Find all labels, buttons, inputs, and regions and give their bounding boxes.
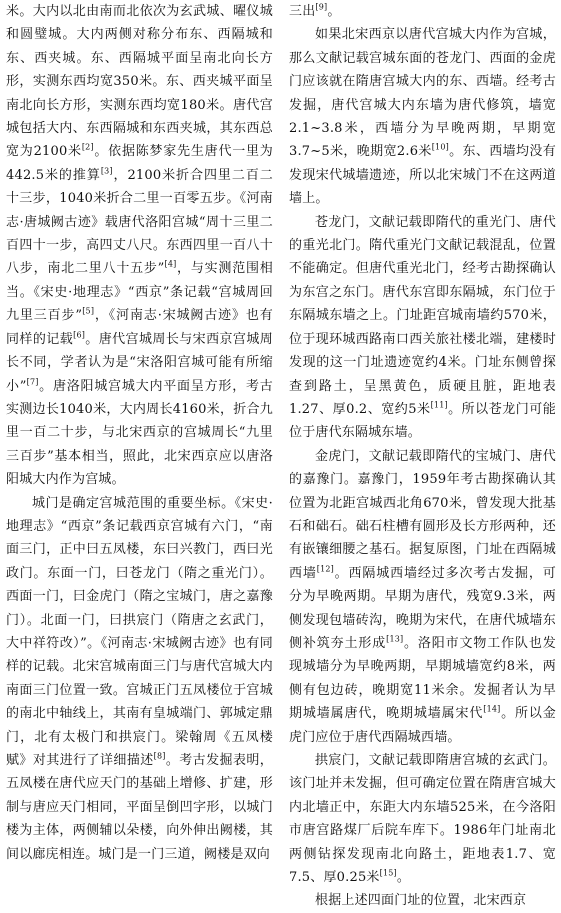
text-run: 。所以金虎门应位于唐代西隔城西墙。 xyxy=(289,706,556,745)
citation-ref: [5] xyxy=(82,306,95,316)
text-run: 。唐洛阳城宫城大内平面呈方形，考古实测边长1040米，大内周长4160米，折合九里一百二十步，与北宋西京的宫城周长“九里三百步”基本相当，照此，北宋西京应以唐洛阳城大内作为宫城。 xyxy=(6,378,273,488)
text-run: 。洛阳市文物工作队也发现城墙分为早晚两期，早期城墙宽约8米，两侧有包边砖，晚期宽11米余。发掘者认为早期城墙属唐代，晚期城墙属宋代 xyxy=(289,635,557,722)
paragraph xyxy=(6,0,273,492)
text-run: 。东、西墙均没有发现宋代城墙遗迹，所以北宋城门不在这两道墙上。 xyxy=(289,144,556,207)
text-run: 。 xyxy=(327,4,341,19)
text-run: ，与实测范围相当。《宋史·地理志》“西京”条记载“宫城周回九里三百步” xyxy=(6,261,273,324)
citation-ref: [2] xyxy=(81,143,94,153)
text-run: 城门是确定宫城范围的重要坐标。《宋史·地理志》“西京”条记载西京宫城有六门，“南面三门，正中曰五凤楼，东曰兴教门，西曰光政门。东面一门，曰苍龙门（隋之重光门）。西面一门，曰金虎门（隋之宝城门，唐之嘉豫门）。北面一门，曰拱宸门（隋唐之玄武门，大中祥符改）”。《河南志·宋城阙古迹》也有同样的记载。北宋宫城南面三门与唐代宫城大内南面三门位置一致。宫城正门五凤楼位于宫城的南北中轴线上，其南有皇城端门、郭城定鼎门，北有太极门和拱宸门。梁翰周《五凤楼赋》对其进行了详细描述 xyxy=(6,495,273,768)
paragraph xyxy=(6,492,273,867)
citation-ref: [14] xyxy=(483,704,501,714)
paragraph xyxy=(289,211,556,445)
paragraph xyxy=(289,23,556,210)
citation-ref: [13] xyxy=(386,634,404,644)
citation-ref: [10] xyxy=(431,143,449,153)
citation-ref: [3] xyxy=(100,166,113,176)
text-run: 。依据陈梦家先生唐代一里为442.5米的推算 xyxy=(6,144,274,183)
citation-ref: [15] xyxy=(379,868,397,878)
text-run: ，2100米折合四里二百二十三步，1040米折合二里一百零五步。《河南志·唐城阙古迹》载唐代洛阳宫城“周十三里二百四十一步，高四丈八尺。东西四里一百八十八步，南北二里八十五步” xyxy=(6,167,273,277)
citation-ref: [11] xyxy=(430,400,448,410)
citation-ref: [12] xyxy=(316,564,334,574)
text-run: 。所以苍龙门可能位于唐代东隔城东墙。 xyxy=(289,401,556,441)
text-run: ，《河南志·宋城阙古迹》也有同样的记载 xyxy=(6,308,273,347)
text-run: 。西隔城西墙经过多次考古发掘，可分为早晚两期。早期为唐代，残宽9.3米，两侧发现包墙砖沟，晚期为宋代，在唐代城墙东侧补筑夯土形成 xyxy=(289,565,557,651)
text-run: 如果北宋西京以唐代宫城大内作为宫城，那么文献记载宫城东面的苍龙门、西面的金虎门应该就在隋唐宫城大内的东、西墙。经考古发掘，唐代宫城大内东墙为唐代修筑，墙宽2.1~3.8米，西墙分为早晚两期，早期宽3.7~5米，晚期宽2.6米 xyxy=(289,27,556,160)
text-run: 米。大内以北由南而北依次为玄武城、曜仪城和圆璧城。大内两侧对称分布东、西隔城和东、西夹城。东、西隔城平面呈南北向长方形，实测东西均宽350米。东、西夹城平面呈南北向长方形，实测东西均宽180米。唐代宫城包括大内、东西隔城和东西夹城，其东西总宽为2100米 xyxy=(6,4,273,160)
paragraph xyxy=(289,749,556,889)
citation-ref: [9] xyxy=(315,2,328,12)
text-run: 金虎门，文献记载即隋代的宝城门、唐代的嘉豫门。嘉豫门，1959年考古勘探确认其位置为北距宫城西北角670米，曾发现大批基石和础石。础石柱槽有圆形及长方形两种，还有嵌镶细腰之基石。据复原图，门址在西隔城西墙 xyxy=(289,448,556,581)
text-run: 三出 xyxy=(289,4,316,19)
text-run: 。唐代宫城周长与宋西京宫城周长不同，学者认为是“宋洛阳宫城可能有所缩小” xyxy=(6,331,273,394)
paragraph xyxy=(289,0,556,23)
left-column xyxy=(6,0,273,866)
paragraph xyxy=(289,889,556,912)
citation-ref: [7] xyxy=(26,377,39,387)
text-run: 根据上述四面门址的位置，北宋西京 xyxy=(315,893,527,909)
citation-ref: [8] xyxy=(153,751,166,761)
right-column xyxy=(289,0,556,913)
text-run: 苍龙门，文献记载即隋代的重光门、唐代的重光北门。隋代重光门文献记载混乱，位置不能确定。但唐代重光北门，经考古勘探确认为东宫之东门。唐代东宫即东隔城，东门位于东隔城东墙之上。门址距宫城南墙约570米，位于现环城西路南口西关旅社楼北端，建楼时发现的这一门址遗迹宽约4米。门址东侧曾探查到路土，呈黑黄色，质硬且脏，距地表1.27、厚0.2、宽约5米 xyxy=(289,214,556,417)
citation-ref: [6] xyxy=(73,330,86,340)
paragraph xyxy=(289,445,556,749)
text-run: 。考古发掘表明，五凤楼在唐代应天门的基础上增修、扩建，形制与唐应天门相同，平面呈倒凹字形，以城门楼为主体，两侧辅以朵楼，向外伸出阙楼，其间以廊庑相连。城门是一门三道，阙楼是双向 xyxy=(6,753,273,862)
text-run: 拱宸门，文献记载即隋唐宫城的玄武门。该门址并未发掘，但可确定位置在隋唐宫城大内北墙正中，东距大内东墙525米，在今洛阳市唐宫路煤厂后院车库下。1986年门址南北两侧钻探发现南北向路土，距地表1.7、宽7.5、厚0.25米 xyxy=(289,753,556,886)
text-run: 。 xyxy=(396,870,411,886)
citation-ref: [4] xyxy=(164,260,177,270)
